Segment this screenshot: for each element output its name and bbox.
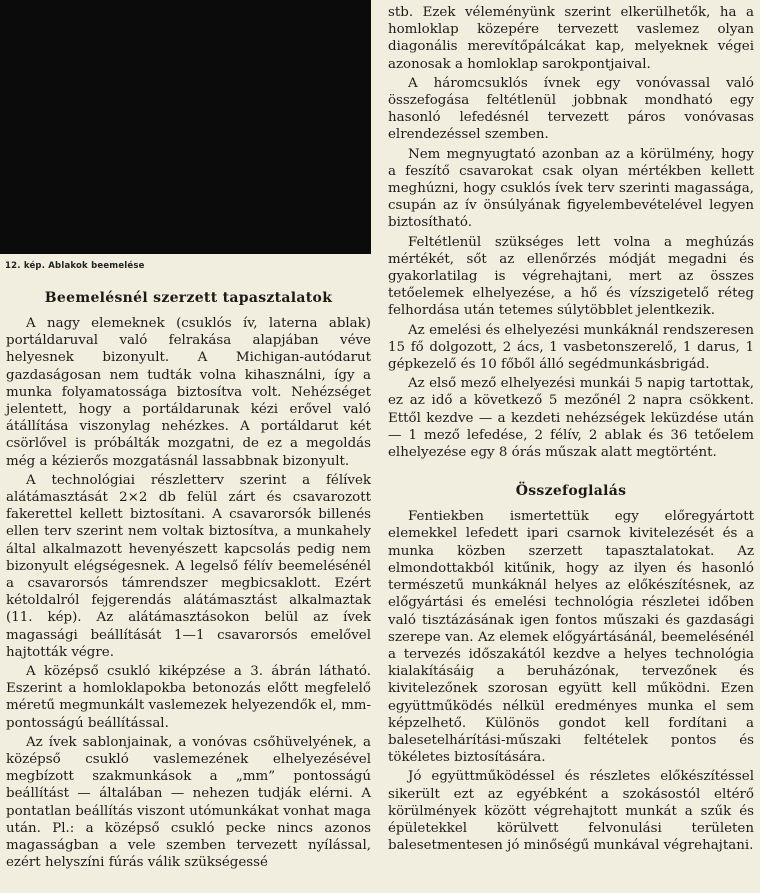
paragraph: Az első mező elhelyezési munkái 5 napig tartottak, ez az idő a következő 5 mezőnél 2 napra csökkent. Ettől kezdve — a kezdeti nehézségek leküzdése után — 1 mező lefedése, 2 félív, 2 ablak és 36 tetőelem elhelyezése egy 8 órás műszak alatt megtörtént.: [388, 376, 754, 461]
paragraph: Feltétlenül szükséges lett volna a meghúzás mértékét, sőt az ellenőrzés módját megadni és gyakorlatilag is végrehajtani, mert az összes tetőelemek elhelyezése, a hő és vízszigetelő réteg felhordása után tetemes súlytöbblet jelentkezik.: [388, 234, 754, 319]
paragraph: stb. Ezek véleményünk szerint elkerülhetők, ha a homloklap közepére tervezett vaslemez olyan diagonális merevítőpálcákat kap, melyeknek végei azonosak a homloklap sarokpontjaival.: [388, 5, 754, 72]
section-heading-installation: Beemelésnél szerzett tapasztalatok: [44, 290, 333, 306]
paragraph: A nagy elemeknek (csuklós ív, laterna ablak) portáldaruval való felrakása alapjában véve helyesnek bizonyult. A Michigan-autódarut gazdaságosan nem tudták volna kihasználni, így a munka folyamatossága biztosítva volt. Nehézséget jelentett, hogy a portáldarunak kézi erővel való átállítása viszonylag nehézkes. A portáldarut két csörlővel is próbálták mozgatni, de ez a megoldás még a kézierős mozgatásnál lassabbnak bizonyult.: [6, 316, 371, 469]
paragraph: Nem megnyugtató azonban az a körülmény, hogy a feszítő csavarokat csak olyan mértékben kellett meghúzni, hogy csuklós ívek terv szerinti magassága, csupán az ív önsúlyának figyelembevételével legyen biztosítható.: [388, 146, 754, 231]
section-heading-summary: Összefoglalás: [515, 483, 627, 500]
paragraph: A középső csukló kiképzése a 3. ábrán látható. Eszerint a homloklapokba betonozás előtt megfelelő méretű megmunkált vaslemezek helyezendők el, mm-pontosságú beállítással.: [6, 664, 371, 731]
right-column: [388, 4, 754, 856]
paragraph: Fentiekben ismertettük egy előregyártott elemekkel lefedett ipari csarnok kivitelezését és a munka közben szerzett tapasztalatokat. Az elmondottakból kitűnik, hogy az ilyen és hasonló természetű munkáknál helyes az előkészítésnek, az előgyártási és emelési technológia részletei időben való tisztázásának igen fontos műszaki és gazdasági szerepe van. Az elemek előgyártásánál, beemelésénél a tervezés időszakától kezdve a helyes technológia kialakításáig a beruházónak, tervezőnek és kivitelezőnek szorosan együtt kell működni. Ezen együttműködés nélkül eredményes munka el sem képzelhető. Különös gondot kell fordítani a balesetelhárítási-műszaki feltételek pontos és tökéletes biztosítására.: [388, 509, 754, 766]
paragraph: Az emelési és elhelyezési munkáknál rendszeresen 15 fő dolgozott, 2 ács, 1 vasbetonszerelő, 1 darus, 1 gépkezelő és 10 főből álló segédmunkásbrigád.: [388, 322, 754, 373]
paragraph: Az ívek sablonjainak, a vonóvas csőhüvelyének, a középső csukló vaslemezének elhelyezésével megbízott szakmunkások a „mm” pontosságú beállítást — általában — nehezen tudják elérni. A pontatlan beállítás viszont utómunkákat vonhat maga után. Pl.: a középső csukló pecke nincs azonos magasságban a vele szemben tervezett nyílással, ezért helyszíni fúrás válik szükségessé: [6, 734, 371, 871]
figure-caption: 12. kép. Ablakok beemelése: [5, 261, 145, 271]
left-column-text: [6, 290, 371, 874]
figure-photo: [0, 0, 371, 254]
paragraph: Jó együttműködéssel és részletes előkészítéssel sikerült ezt az egyébként a szokásostól eltérő körülmények között végrehajtott munkát a szűk és épületekkel körülvett felvonulási területen balesetmentesen jó minőségű munkával végrehajtani.: [388, 769, 754, 854]
paragraph: A háromcsuklós ívnek egy vonóvassal való összefogása feltétlenül jobbnak mondható egy hasonló lefedésnél tervezett páros vonóvasas elrendezéssel szemben.: [388, 75, 754, 143]
paragraph: A technológiai részletterv szerint a félívek alátámasztását 2×2 db felül zárt és csavarozott fakerettel kellett biztosítani. A csavarorsók billenés ellen terv szerint nem voltak biztosítva, a munkahely által alkalmazott hevenyészett kapcsolás pedig nem bizonyult elégségesnek. A legelső félív beemelésénél a csavarorsós támrendszer megbicsaklott. Ezért kétoldalról fejgerendás alátámasztást alkalmaztak (11. kép). Az alátámasztásokon belül az ívek magassági beállítását 1—1 csavarorsós emelővel hajtották végre.: [6, 472, 371, 660]
